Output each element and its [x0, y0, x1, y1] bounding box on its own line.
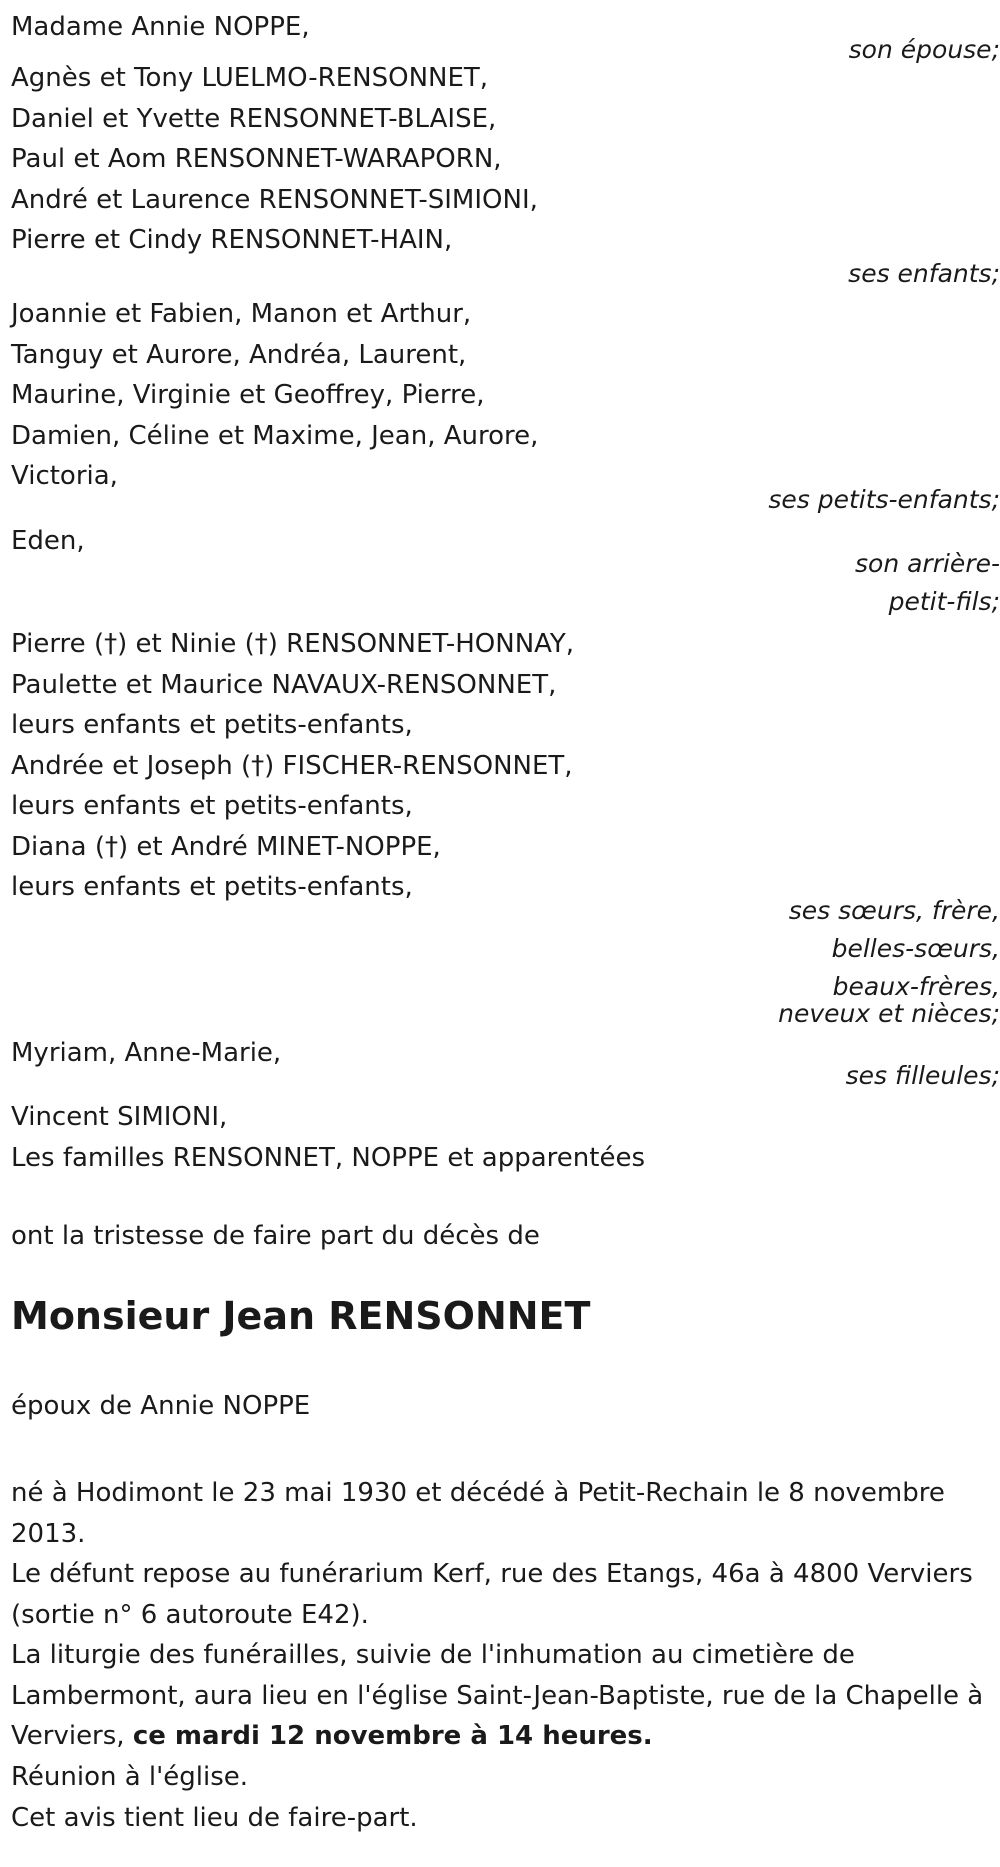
goddaughters-names — [11, 1033, 281, 1074]
role-line: ses enfants; — [848, 259, 1000, 288]
siblings-role — [600, 892, 1000, 1006]
name-line: leurs enfants et petits-enfants, — [11, 872, 413, 902]
meeting-text: Réunion à l'église. — [11, 1762, 249, 1792]
name-line: Eden, — [11, 526, 85, 556]
birth-death-text: né à Hodimont le 23 mai 1930 et décédé à Petit-Rechain le 8 novembre 2013. — [11, 1478, 945, 1549]
others-names — [11, 1097, 645, 1178]
role-line: ses filleules; — [845, 1061, 1000, 1090]
name-line: Tanguy et Aurore, Andréa, Laurent, — [11, 339, 467, 370]
children-role — [600, 255, 1000, 293]
liturgy-details: La liturgie des funérailles, suivie de l'inhumation au cimetière de Lambermont, aura lieu en l'église Saint-Jean-Baptiste, rue de la Chapelle à Verviers, — [11, 1640, 984, 1751]
announcement-text: ont la tristesse de faire part du décès de — [11, 1221, 540, 1251]
name-line: André et Laurence RENSONNET-SIMIONI, — [11, 184, 538, 215]
name-line: Paulette et Maurice NAVAUX-RENSONNET, — [11, 669, 557, 700]
name-line: Diana (†) et André MINET-NOPPE, — [11, 831, 441, 862]
role-line: beaux-frères, — [832, 972, 1000, 1001]
children-names — [11, 58, 538, 261]
siblings-role-extra — [600, 999, 1000, 1028]
name-line: Madame Annie NOPPE, — [11, 12, 310, 42]
role-line: neveux et nièces; — [778, 999, 1000, 1028]
name-line: Paul et Aom RENSONNET-WARAPORN, — [11, 144, 502, 174]
name-line: Agnès et Tony LUELMO-RENSONNET, — [11, 63, 489, 93]
name-line: Myriam, Anne-Marie, — [11, 1038, 282, 1068]
name-line: leurs enfants et petits-enfants, — [11, 791, 413, 821]
goddaughters-role — [600, 1057, 1000, 1095]
siblings-names — [11, 624, 574, 908]
grandchildren-role — [600, 481, 1000, 519]
name-line: Andrée et Joseph (†) FISCHER-RENSONNET, — [11, 750, 573, 781]
role-line: belles-sœurs, — [831, 934, 1000, 963]
spouse-of-text: époux de Annie NOPPE — [11, 1391, 311, 1421]
name-line: Joannie et Fabien, Manon et Arthur, — [11, 299, 472, 329]
role-line: son épouse; — [848, 35, 1000, 64]
name-line: Pierre et Cindy RENSONNET-HAIN, — [11, 225, 453, 255]
role-line: petit-fils; — [888, 587, 1000, 616]
name-line: Victoria, — [11, 461, 118, 491]
role-line: ses petits-enfants; — [768, 485, 1000, 514]
role-line: son arrière- — [855, 549, 1000, 578]
liturgy-date-time: ce mardi 12 novembre à 14 heures. — [132, 1721, 653, 1751]
role-line: ses sœurs, frère, — [788, 896, 1000, 925]
repose-text: Le défunt repose au funérarium Kerf, rue des Etangs, 46a à 4800 Verviers (sortie n° 6 autoroute E42). — [11, 1559, 973, 1630]
great-grandchild-role — [600, 545, 1000, 621]
name-line: leurs enfants et petits-enfants, — [11, 710, 413, 740]
name-line: Vincent SIMIONI, — [11, 1102, 228, 1132]
name-line: Damien, Céline et Maxime, Jean, Aurore, — [11, 420, 539, 451]
name-line: Les familles RENSONNET, NOPPE et apparentées — [11, 1142, 645, 1173]
spouse-names — [11, 7, 310, 48]
name-line: Daniel et Yvette RENSONNET-BLAISE, — [11, 103, 497, 134]
great-grandchild-names — [11, 521, 85, 562]
spouse-role — [600, 31, 1000, 69]
grandchildren-names — [11, 294, 538, 497]
name-line: Pierre (†) et Ninie (†) RENSONNET-HONNAY, — [11, 629, 575, 659]
notice-text: Cet avis tient lieu de faire-part. — [11, 1803, 418, 1833]
deceased-name: Monsieur Jean RENSONNET — [11, 1294, 591, 1338]
liturgy-text — [11, 1635, 996, 1757]
name-line: Maurine, Virginie et Geoffrey, Pierre, — [11, 380, 485, 410]
